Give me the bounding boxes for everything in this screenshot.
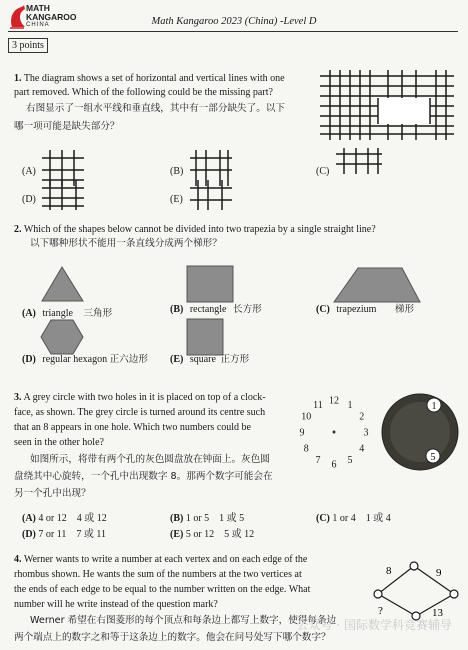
q2-option-c-letter: (C)	[316, 304, 330, 315]
q4-edge-label-top-left: 8	[386, 565, 392, 577]
clock-number: 8	[303, 443, 309, 455]
q2-cn-line-1: 以下哪种形状不能用一条直线分成两个梯形？	[30, 238, 222, 249]
q3-en-line-2: face, as shown. The grey circle is turned around its centre such	[14, 407, 266, 418]
q2-option-c-cn: 梯形	[394, 304, 415, 315]
q3-en-line-3: that an 8 appears in one hole. Which two numbers could be	[14, 422, 251, 433]
q2-trapezium-shape	[332, 266, 422, 304]
q3-option-b[interactable]	[170, 509, 244, 524]
q3-option-c-letter: (C)	[316, 513, 330, 524]
q2-text-line-1	[14, 222, 376, 237]
q1-option-e-figure[interactable]	[188, 178, 234, 212]
q1-cn-line-2: 哪一项可能是缺失部分？	[14, 121, 120, 132]
q1-en-line-1: The diagram shows a set of horizontal and vertical lines with one	[23, 73, 285, 84]
q3-option-a-text: 4 or 12 4 或 12	[38, 513, 107, 524]
q1-option-e-label[interactable]: (E)	[170, 194, 183, 205]
clock-number: 2	[359, 411, 365, 423]
q2-option-b-en: rectangle	[189, 304, 227, 315]
q2-option-d-letter: (D)	[22, 354, 36, 365]
q4-en-line-2: rhombus shown. He wants the sum of the numbers at the two vertices at	[14, 569, 302, 580]
q3-en-line-1: A grey circle with two holes in it is placed on top of a clock-	[23, 392, 266, 403]
q2-option-a-en: triangle	[42, 308, 73, 319]
clock-number: 5	[347, 455, 353, 467]
section-points-label: 3 points	[8, 38, 48, 53]
q4-vertex-right	[450, 590, 458, 598]
q3-en-line-4: seen in the other hole?	[14, 437, 104, 448]
clock-number: 6	[331, 459, 337, 471]
logo-line-2: KANGAROO	[26, 11, 77, 22]
q4-vertex-left	[374, 590, 382, 598]
q3-hole-bottom-number: 5	[430, 452, 436, 463]
clock-number: 3	[363, 427, 369, 439]
q2-en-line-1: Which of the shapes below cannot be divided into two trapezia by a single straight line?	[23, 224, 376, 235]
q3-option-a[interactable]	[22, 509, 107, 524]
q3-number: 3.	[14, 392, 22, 403]
q1-option-b-label[interactable]: (B)	[170, 166, 184, 177]
page-title: Math Kangaroo 2023 (China) -Level D	[151, 16, 317, 27]
q3-option-e-letter: (E)	[170, 529, 184, 540]
q1-en-line-2: part removed. Which of the following could be the missing part?	[14, 87, 273, 98]
q2-option-b-cn: 长方形	[232, 304, 262, 315]
q2-option-d-en: regular hexagon	[42, 354, 108, 365]
q3-text-line-1	[14, 390, 266, 405]
q4-en-line-3: the ends of each edge to be equal to the number written on the edge. What	[14, 584, 311, 595]
q1-option-d-figure[interactable]	[40, 178, 86, 212]
q2-option-e-cn: 正方形	[220, 354, 250, 365]
watermark-text: 公众号 · 国际数学科竞赛辅导	[296, 618, 452, 632]
clock-number: 11	[313, 399, 323, 411]
q4-edge-label-bottom-right: 13	[432, 607, 443, 619]
q4-text-line-1	[14, 552, 307, 567]
q4-cn-line-1: Werner 希望在右图菱形的每个顶点和每条边上都写上数字，使得每条边	[30, 615, 337, 626]
q3-option-d-text: 7 or 11 7 或 11	[38, 529, 106, 540]
q3-option-b-letter: (B)	[170, 513, 184, 524]
clock-number: 10	[301, 411, 312, 423]
q2-option-c[interactable]	[316, 302, 414, 318]
q1-option-a-label[interactable]: (A)	[22, 166, 36, 177]
q2-option-e-en: square	[189, 354, 216, 365]
q4-vertex-top	[410, 562, 418, 570]
q2-option-c-en: trapezium	[336, 304, 377, 315]
q1-option-d-label[interactable]: (D)	[22, 194, 36, 205]
q4-number: 4.	[14, 554, 22, 565]
q2-option-a-cn: 三角形	[83, 308, 113, 319]
q2-hexagon-shape	[40, 318, 84, 356]
q2-option-d[interactable]	[22, 352, 148, 368]
q3-option-e-text: 5 or 12 5 或 12	[185, 529, 255, 540]
q2-rectangle-shape	[186, 265, 236, 305]
q3-option-d-letter: (D)	[22, 529, 36, 540]
q1-text-line-1	[14, 71, 285, 86]
q3-cn-line-2: 盘绕其中心旋转，一个孔中出现数字 8。那两个数字可能会在	[14, 471, 273, 482]
q4-en-line-4: number will he write instead of the question mark?	[14, 599, 218, 610]
q2-square-shape	[186, 318, 224, 356]
clock-number: 7	[315, 455, 321, 467]
q1-cn-line-1: 右图显示了一组水平线和垂直线，其中有一部分缺失了。以下	[26, 103, 286, 114]
q4-rhombus-figure	[368, 558, 464, 624]
q3-option-c-text: 1 or 4 1 或 4	[332, 513, 391, 524]
q3-cn-line-1: 如图所示，将带有两个孔的灰色圆盘放在钟面上。灰色圆	[30, 454, 270, 465]
q3-option-e[interactable]	[170, 525, 254, 540]
q3-hole-top-number: 1	[431, 401, 437, 412]
q3-clock-face	[294, 392, 374, 472]
q1-line-grid-figure	[318, 68, 458, 142]
q4-edge-label-question: ?	[378, 605, 383, 617]
clock-number: 12	[329, 395, 339, 407]
header-divider	[8, 31, 458, 32]
q2-option-b-letter: (B)	[170, 304, 184, 315]
q2-option-b[interactable]	[170, 302, 262, 318]
q3-cn-line-3: 另一个孔中出现？	[14, 488, 91, 499]
q3-option-a-letter: (A)	[22, 513, 36, 524]
logo-line-3: CHINA	[26, 22, 50, 29]
q4-edge-label-top-right: 9	[436, 567, 442, 579]
q3-option-c[interactable]	[316, 509, 391, 524]
q3-grey-disc	[380, 392, 460, 472]
q4-en-line-1: Werner wants to write a number at each vertex and on each edge of the	[23, 554, 308, 565]
q4-cn-line-2: 两个端点上的数字之和等于这条边上的数字。他会在问号处写下哪个数字？	[14, 632, 331, 643]
q2-option-e[interactable]	[170, 352, 249, 368]
q1-number: 1.	[14, 73, 22, 84]
q2-option-e-letter: (E)	[170, 354, 184, 365]
q2-triangle-shape	[40, 265, 85, 303]
clock-number: 4	[359, 443, 365, 455]
q3-option-d[interactable]	[22, 525, 106, 540]
clock-number: 9	[299, 427, 305, 439]
q2-option-a-letter: (A)	[22, 308, 36, 319]
q1-option-c-label[interactable]: (C)	[316, 166, 330, 177]
clock-number: 1	[347, 399, 353, 411]
q1-option-c-figure[interactable]	[334, 146, 384, 176]
q2-number: 2.	[14, 224, 22, 235]
q2-option-d-cn: 正六边形	[109, 354, 148, 365]
q3-option-b-text: 1 or 5 1 或 5	[185, 513, 245, 524]
logo-line-1: MATH	[26, 3, 50, 13]
